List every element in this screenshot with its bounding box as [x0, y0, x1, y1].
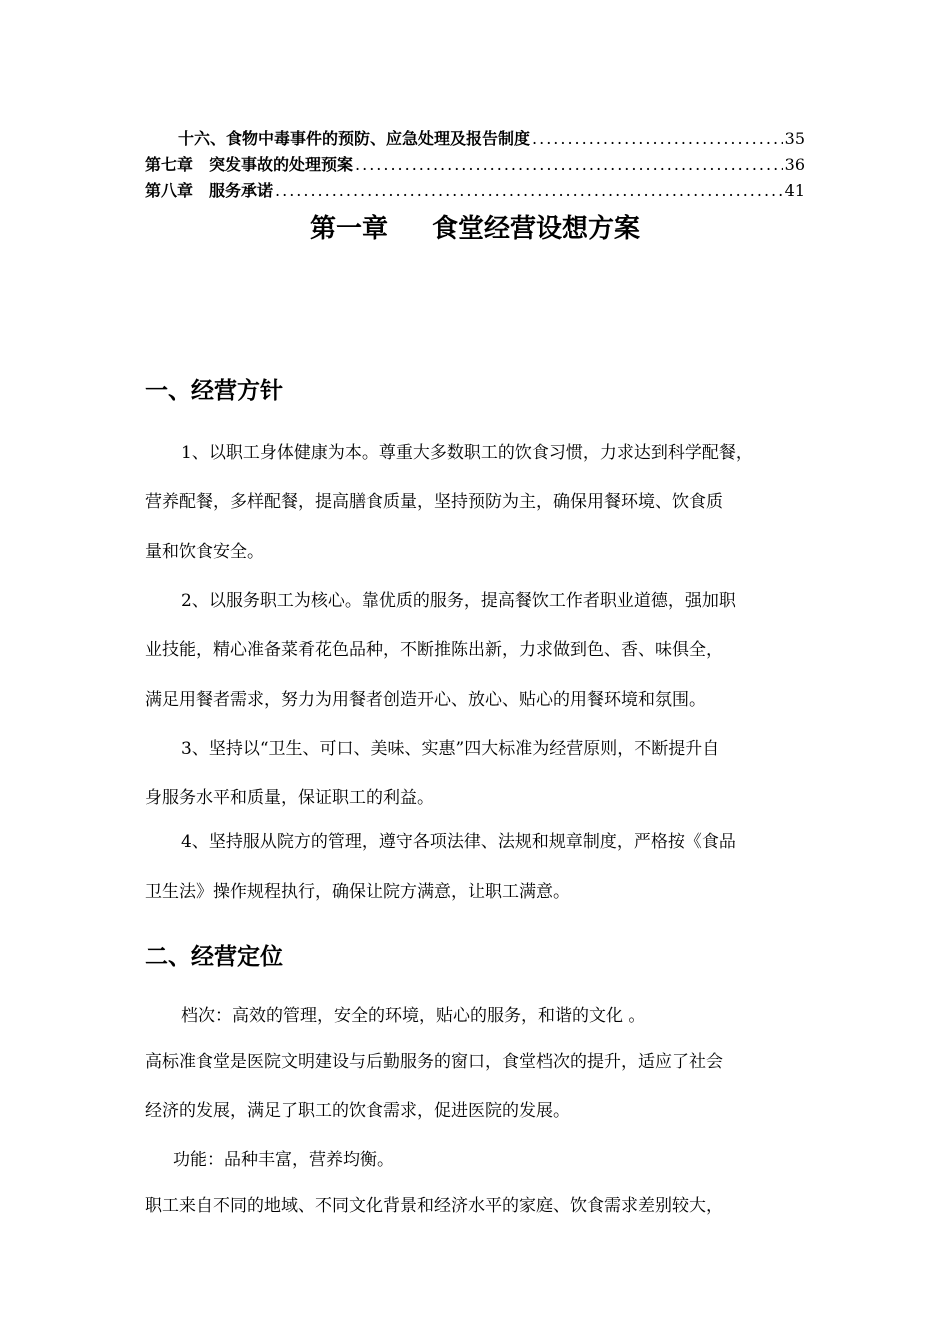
table-of-contents	[145, 126, 805, 204]
paragraph-line: 经济的发展，满足了职工的饮食需求，促进医院的发展。	[145, 1101, 570, 1121]
toc-entry[interactable]	[145, 152, 805, 178]
paragraph-line: 高标准食堂是医院文明建设与后勤服务的窗口，食堂档次的提升，适应了社会	[145, 1052, 723, 1072]
paragraph-line: 4、坚持服从院方的管理，遵守各项法律、法规和规章制度，严格按《食品	[181, 832, 736, 852]
paragraph-line: 营养配餐，多样配餐，提高膳食质量，坚持预防为主，确保用餐环境、饮食质	[145, 492, 723, 512]
toc-entry-label: 十六、食物中毒事件的预防、应急处理及报告制度	[178, 129, 531, 148]
toc-entry-label: 第八章 服务承诺	[145, 181, 274, 200]
toc-entry-label: 第七章 突发事故的处理预案	[145, 155, 354, 174]
paragraph-line: 2、以服务职工为核心。靠优质的服务，提高餐饮工作者职业道德，强加职	[181, 591, 736, 611]
paragraph-line: 档次：高效的管理，安全的环境，贴心的服务，和谐的文化 。	[181, 1006, 646, 1026]
paragraph-line: 满足用餐者需求，努力为用餐者创造开心、放心、贴心的用餐环境和氛围。	[145, 690, 706, 710]
toc-entry-page: 35	[784, 129, 805, 148]
paragraph-line: 1、以职工身体健康为本。尊重大多数职工的饮食习惯，力求达到科学配餐，	[181, 443, 753, 463]
paragraph-line: 卫生法》操作规程执行，确保让院方满意，让职工满意。	[145, 882, 570, 902]
toc-entry-page: 36	[784, 155, 805, 174]
paragraph-line: 功能：品种丰富，营养均衡。	[173, 1150, 394, 1170]
section-heading-policy: 一、经营方针	[145, 378, 283, 404]
paragraph-line: 职工来自不同的地域、不同文化背景和经济水平的家庭、饮食需求差别较大，	[145, 1196, 723, 1216]
paragraph-line: 业技能，精心准备菜肴花色品种，不断推陈出新，力求做到色、香、味俱全，	[145, 640, 723, 660]
toc-entry[interactable]	[145, 178, 805, 204]
chapter-name: 食堂经营设想方案	[432, 214, 641, 244]
paragraph-line: 3、坚持以“卫生、可口、美味、实惠”四大标准为经营原则，不断提升自	[181, 739, 720, 759]
section-heading-positioning: 二、经营定位	[145, 944, 283, 970]
toc-entry[interactable]	[145, 126, 805, 152]
chapter-title	[145, 208, 805, 245]
toc-leader-dots	[532, 129, 783, 148]
toc-entry-page: 41	[784, 181, 805, 200]
paragraph-line: 身服务水平和质量，保证职工的利益。	[145, 788, 434, 808]
chapter-number: 第一章	[309, 214, 388, 244]
toc-leader-dots	[275, 181, 783, 200]
paragraph-line: 量和饮食安全。	[145, 542, 264, 562]
toc-leader-dots	[355, 155, 783, 174]
